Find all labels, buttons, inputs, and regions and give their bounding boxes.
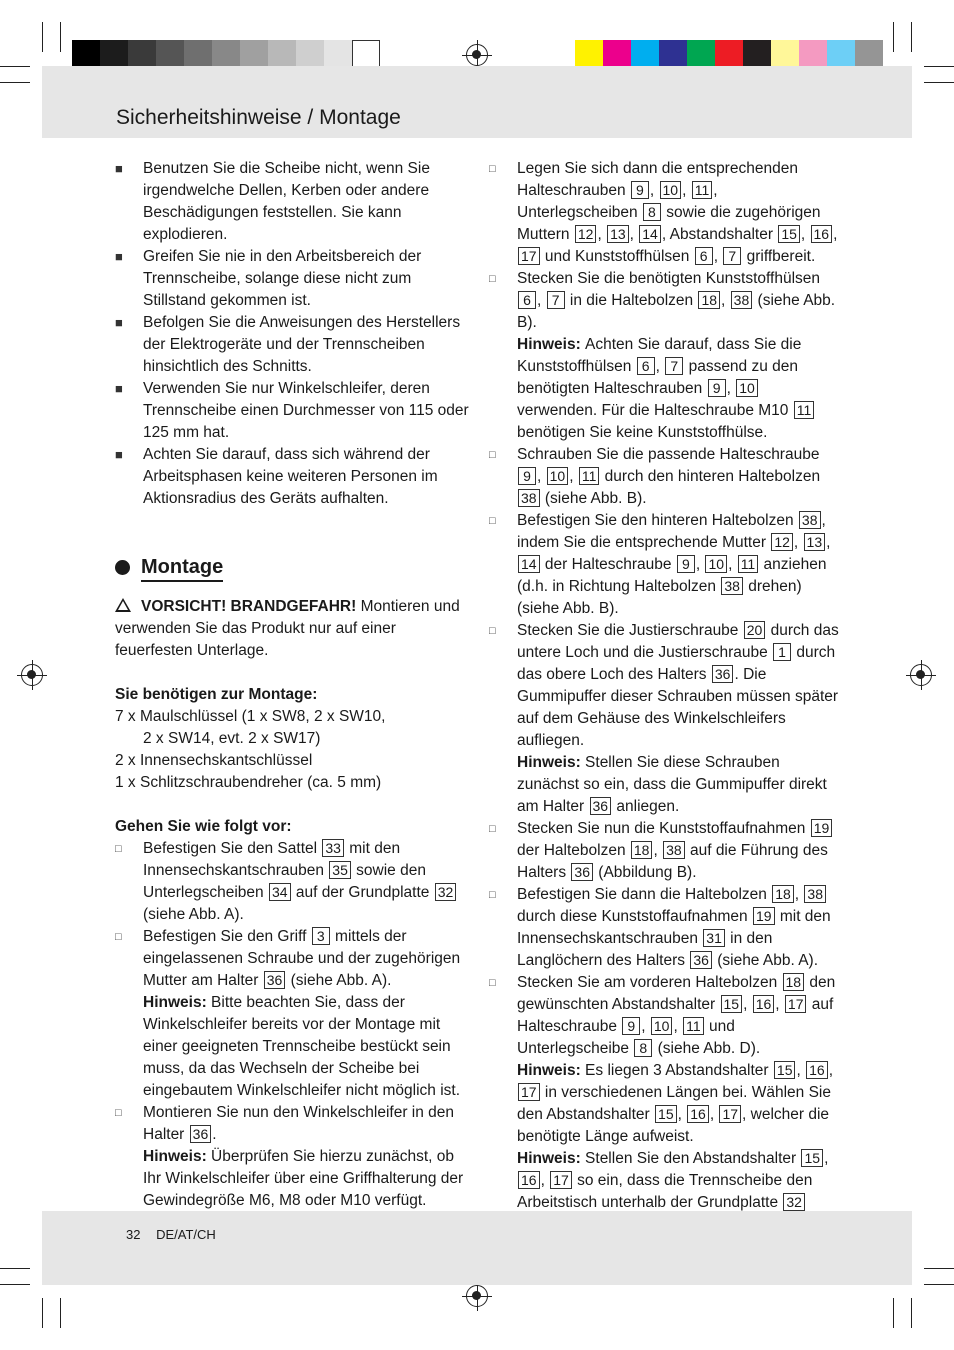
crop-mark bbox=[893, 22, 894, 52]
step-text: , bbox=[673, 1018, 683, 1035]
part-reference: 16 bbox=[811, 225, 833, 243]
checkbox-bullet-icon: □ bbox=[489, 977, 496, 989]
part-reference: 11 bbox=[683, 1017, 704, 1035]
step-text: den gewünschten Abstandshalter bbox=[517, 974, 836, 1013]
part-reference: 1 bbox=[773, 643, 791, 661]
step-item bbox=[489, 510, 841, 620]
part-reference: 7 bbox=[547, 291, 565, 309]
step-text: , bbox=[726, 380, 736, 397]
part-reference: 36 bbox=[590, 797, 612, 815]
step-text: , bbox=[775, 996, 784, 1013]
checkbox-bullet-icon: □ bbox=[115, 931, 122, 943]
part-reference: 13 bbox=[607, 225, 629, 243]
part-reference: 9 bbox=[708, 379, 726, 397]
step-text: auf die Führung des Halters bbox=[517, 842, 828, 881]
step-text: , bbox=[800, 226, 810, 243]
needs-item: 2 x SW14, evt. 2 x SW17) bbox=[143, 730, 321, 747]
step-text: verwenden. Für die Halteschraube M10 bbox=[517, 402, 793, 419]
part-reference: 36 bbox=[264, 971, 286, 989]
safety-text: Benutzen Sie die Scheibe nicht, wenn Sie irgendwelche Dellen, Kerben oder andere Beschädigungen feststellen. Sie kann explodieren. bbox=[143, 160, 430, 243]
locale-label: DE/AT/CH bbox=[156, 1227, 216, 1242]
step-text: in verschiedenen Längen bei. Wählen Sie den Abstandshalter bbox=[517, 1084, 831, 1123]
step-text: der Halteschraube bbox=[540, 556, 676, 573]
step-text: , bbox=[540, 1172, 550, 1189]
step-text: Befestigen Sie den Sattel bbox=[143, 840, 322, 857]
step-text: Befestigen Sie dann die Haltebolzen bbox=[517, 886, 772, 903]
crop-mark bbox=[0, 66, 30, 67]
step-text: und Unterlegscheibe bbox=[517, 1018, 735, 1057]
part-reference: 19 bbox=[811, 819, 833, 837]
crop-mark bbox=[924, 1284, 954, 1285]
crop-mark bbox=[0, 1284, 30, 1285]
part-reference: 9 bbox=[518, 467, 536, 485]
crop-mark bbox=[0, 82, 30, 83]
part-reference: 9 bbox=[622, 1017, 640, 1035]
part-reference: 10 bbox=[736, 379, 758, 397]
right-column bbox=[489, 158, 841, 1236]
square-bullet-icon: ■ bbox=[115, 315, 123, 330]
checkbox-bullet-icon: □ bbox=[489, 823, 496, 835]
step-item bbox=[489, 158, 841, 268]
part-reference: 38 bbox=[663, 841, 685, 859]
hint bbox=[517, 334, 841, 444]
step-text: drehen) (siehe Abb. B). bbox=[517, 578, 802, 617]
step-text: sowie die zugehörigen Muttern bbox=[517, 204, 821, 243]
step-text: (siehe Abb. A). bbox=[143, 906, 244, 923]
step-text: Stecken Sie die benötigten Kunststoffhülsen bbox=[517, 270, 821, 287]
step-text: , Unterlegscheiben bbox=[517, 182, 718, 221]
safety-item bbox=[115, 312, 470, 378]
part-reference: 16 bbox=[687, 1105, 709, 1123]
step-text: auf der Grundplatte bbox=[291, 884, 434, 901]
part-reference: 12 bbox=[771, 533, 793, 551]
part-reference: 35 bbox=[329, 861, 351, 879]
part-reference: 17 bbox=[785, 995, 807, 1013]
section-title-label: Montage bbox=[141, 556, 224, 578]
step-text: , bbox=[728, 556, 737, 573]
step-text: , bbox=[796, 1062, 806, 1079]
part-reference: 38 bbox=[799, 511, 821, 529]
part-reference: 16 bbox=[518, 1171, 540, 1189]
checkbox-bullet-icon: □ bbox=[489, 889, 496, 901]
step-text: Stecken Sie am vorderen Haltebolzen bbox=[517, 974, 782, 991]
step-text: . Die Gummipuffer dieser Schrauben müssen später auf dem Gehäuse des Winkelschleifers aufliegen. bbox=[517, 666, 839, 749]
step-text: Achten Sie darauf, dass Sie die Kunststoffhülsen bbox=[517, 336, 802, 375]
checkbox-bullet-icon: □ bbox=[115, 843, 122, 855]
square-bullet-icon: ■ bbox=[115, 447, 123, 462]
step-text: Schrauben Sie die passende Halteschraube bbox=[517, 446, 820, 463]
part-reference: 18 bbox=[631, 841, 653, 859]
step-text: so ein, dass die Trennscheibe den Arbeitstisch unterhalb der Grundplatte bbox=[517, 1172, 813, 1211]
page-number: 32 bbox=[126, 1227, 141, 1242]
square-bullet-icon: ■ bbox=[115, 249, 123, 264]
step-text: , bbox=[794, 886, 804, 903]
hint-label: Hinweis: bbox=[517, 1150, 586, 1167]
part-reference: 6 bbox=[637, 357, 655, 375]
step-item bbox=[489, 972, 841, 1236]
registration-mark-icon bbox=[466, 44, 488, 66]
step-text: Befestigen Sie den hinteren Haltebolzen bbox=[517, 512, 798, 529]
step-text: durch diese Kunststoffaufnahmen bbox=[517, 908, 752, 925]
checkbox-bullet-icon: □ bbox=[489, 273, 496, 285]
step-text: , bbox=[677, 1106, 687, 1123]
part-reference: 16 bbox=[806, 1061, 828, 1079]
part-reference: 32 bbox=[783, 1193, 805, 1211]
step-text: , bbox=[655, 358, 665, 375]
part-reference: 17 bbox=[518, 1083, 540, 1101]
step-text: , bbox=[569, 468, 578, 485]
crop-mark bbox=[911, 22, 912, 52]
part-reference: 18 bbox=[783, 973, 805, 991]
steps-list-left bbox=[115, 838, 470, 1212]
part-reference: 9 bbox=[631, 181, 649, 199]
safety-text: Greifen Sie nie in den Arbeitsbereich der Trennscheibe, solange diese nicht zum Stillstand gekommen ist. bbox=[143, 248, 422, 309]
part-reference: 38 bbox=[731, 291, 753, 309]
hint-label: Hinweis: bbox=[517, 754, 586, 771]
safety-text: Verwenden Sie nur Winkelschleifer, deren Trennscheibe einen Durchmesser von 115 oder 125 mm hat. bbox=[143, 380, 469, 441]
step-item bbox=[489, 268, 841, 444]
part-reference: 12 bbox=[575, 225, 597, 243]
part-reference: 10 bbox=[547, 467, 569, 485]
part-reference: 8 bbox=[634, 1039, 652, 1057]
checkbox-bullet-icon: □ bbox=[489, 163, 496, 175]
warning-label: VORSICHT! BRANDGEFAHR! bbox=[141, 598, 357, 615]
part-reference: 15 bbox=[721, 995, 743, 1013]
crop-mark bbox=[0, 1268, 30, 1269]
safety-text: Befolgen Sie die Anweisungen des Herstellers der Elektrogeräte und der Trennscheiben hinsichtlich des Schnitts. bbox=[143, 314, 461, 375]
checkbox-bullet-icon: □ bbox=[115, 1107, 122, 1119]
step-text: , bbox=[721, 292, 730, 309]
step-text: Stellen Sie den Abstandshalter bbox=[585, 1150, 801, 1167]
step-text: passend zu den benötigten Halteschrauben bbox=[517, 358, 799, 397]
step-text: , bbox=[793, 534, 803, 551]
step-text: Es liegen 3 Abstandshalter bbox=[585, 1062, 773, 1079]
crop-mark bbox=[42, 1298, 43, 1328]
step-text: sowie den Unterlegscheiben bbox=[143, 862, 426, 901]
part-reference: 15 bbox=[655, 1105, 677, 1123]
page-header bbox=[42, 66, 912, 138]
step-text: Stecken Sie nun die Kunststoffaufnahmen bbox=[517, 820, 810, 837]
part-reference: 10 bbox=[660, 181, 682, 199]
step-text: (Abbildung B). bbox=[593, 864, 697, 881]
part-reference: 10 bbox=[705, 555, 727, 573]
part-reference: 14 bbox=[639, 225, 661, 243]
steps-list-right bbox=[489, 158, 841, 1236]
part-reference: 7 bbox=[665, 357, 683, 375]
step-text: , bbox=[828, 1062, 833, 1079]
step-text: anliegen. bbox=[612, 798, 680, 815]
page-title: Sicherheitshinweise / Montage bbox=[116, 106, 401, 129]
step-item bbox=[489, 884, 841, 972]
step-text: , bbox=[653, 842, 663, 859]
square-bullet-icon: ■ bbox=[115, 161, 123, 176]
crop-mark bbox=[60, 1298, 61, 1328]
part-reference: 6 bbox=[695, 247, 713, 265]
part-reference: 13 bbox=[804, 533, 826, 551]
checkbox-bullet-icon: □ bbox=[489, 449, 496, 461]
step-text: , bbox=[597, 226, 607, 243]
part-reference: 38 bbox=[721, 577, 743, 595]
part-reference: 9 bbox=[677, 555, 695, 573]
step-text: Stecken Sie die Justierschraube bbox=[517, 622, 743, 639]
crop-mark bbox=[60, 22, 61, 52]
step-text: auf Halteschraube bbox=[517, 996, 834, 1035]
part-reference: 15 bbox=[778, 225, 800, 243]
hint bbox=[143, 992, 470, 1102]
part-reference: 15 bbox=[774, 1061, 796, 1079]
part-reference: 18 bbox=[698, 291, 720, 309]
part-reference: 38 bbox=[518, 489, 540, 507]
step-text: Befestigen Sie den Griff bbox=[143, 928, 311, 945]
step-text: durch das untere Loch und die Justierschraube bbox=[517, 622, 839, 661]
step-text: durch das obere Loch des Halters bbox=[517, 644, 836, 683]
part-reference: 8 bbox=[643, 203, 661, 221]
part-reference: 36 bbox=[190, 1125, 212, 1143]
step-item bbox=[115, 838, 470, 926]
part-reference: 6 bbox=[518, 291, 536, 309]
part-reference: 36 bbox=[712, 665, 734, 683]
safety-text: Achten Sie darauf, dass sich während der Arbeitsphasen keine weiteren Personen im Aktionsradius des Geräts aufhalten. bbox=[143, 446, 438, 507]
step-text: , bbox=[713, 248, 723, 265]
part-reference: 17 bbox=[719, 1105, 741, 1123]
step-text: Stellen Sie diese Schrauben zunächst so ein, dass die Gummipuffer direkt am Halter bbox=[517, 754, 827, 815]
step-text: , bbox=[743, 996, 752, 1013]
safety-item bbox=[115, 444, 470, 510]
warning-text: Montieren und verwenden Sie das Produkt nur auf einer feuerfesten Unterlage. bbox=[115, 598, 460, 659]
step-text: , bbox=[537, 292, 546, 309]
step-item bbox=[489, 818, 841, 884]
crop-mark bbox=[924, 82, 954, 83]
hint-label: Hinweis: bbox=[517, 336, 586, 353]
step-text: , Abstandshalter bbox=[661, 226, 778, 243]
step-text: griffbereit. bbox=[742, 248, 816, 265]
part-reference: 11 bbox=[692, 181, 713, 199]
step-text: durch den hinteren Haltebolzen bbox=[600, 468, 821, 485]
part-reference: 11 bbox=[579, 467, 600, 485]
crop-mark bbox=[42, 22, 43, 52]
part-reference: 17 bbox=[550, 1171, 572, 1189]
step-text: (siehe Abb. A). bbox=[286, 972, 392, 989]
part-reference: 7 bbox=[723, 247, 741, 265]
title-underline bbox=[141, 580, 223, 582]
part-reference: 18 bbox=[772, 885, 794, 903]
part-reference: 17 bbox=[518, 247, 540, 265]
safety-item bbox=[115, 378, 470, 444]
hint-label: Hinweis: bbox=[143, 1148, 212, 1165]
step-text: , bbox=[833, 226, 838, 243]
step-text: , bbox=[649, 182, 659, 199]
part-reference: 15 bbox=[801, 1149, 823, 1167]
step-item bbox=[115, 1102, 470, 1212]
fire-warning bbox=[115, 596, 470, 662]
step-text: mit den Innensechskantschrauben bbox=[143, 840, 401, 879]
step-text: , welcher die benötigte Länge aufweist. bbox=[517, 1106, 830, 1145]
registration-mark-icon bbox=[466, 1285, 488, 1307]
needs-title: Sie benötigen zur Montage: bbox=[115, 686, 318, 703]
step-text: , bbox=[826, 534, 831, 551]
step-text: (siehe Abb. D). bbox=[653, 1040, 761, 1057]
hint-label: Hinweis: bbox=[143, 994, 212, 1011]
step-text: . bbox=[212, 1126, 217, 1143]
part-reference: 3 bbox=[312, 927, 330, 945]
step-text: , indem Sie die entsprechende Mutter bbox=[517, 512, 826, 551]
step-text: , bbox=[824, 1150, 829, 1167]
hint bbox=[143, 1146, 470, 1212]
needs-item: 7 x Maulschlüssel (1 x SW8, 2 x SW10, bbox=[115, 708, 386, 725]
step-item bbox=[489, 444, 841, 510]
part-reference: 10 bbox=[651, 1017, 673, 1035]
warning-triangle-icon bbox=[115, 598, 131, 612]
part-reference: 36 bbox=[571, 863, 593, 881]
part-reference: 11 bbox=[794, 401, 815, 419]
checkbox-bullet-icon: □ bbox=[489, 625, 496, 637]
steps-title: Gehen Sie wie folgt vor: bbox=[115, 818, 292, 835]
part-reference: 36 bbox=[690, 951, 712, 969]
step-text: anziehen (d.h. in Richtung Haltebolzen bbox=[517, 556, 827, 595]
registration-mark-icon bbox=[21, 664, 43, 686]
crop-mark bbox=[924, 66, 954, 67]
step-text: (siehe Abb. B). bbox=[540, 490, 647, 507]
checkbox-bullet-icon: □ bbox=[489, 515, 496, 527]
left-column bbox=[115, 158, 470, 1212]
step-text: mittels der eingelassenen Schraube und der zugehörigen Mutter am Halter bbox=[143, 928, 461, 989]
part-reference: 38 bbox=[804, 885, 826, 903]
needs-item: 2 x Innensechskantschlüssel bbox=[115, 752, 313, 769]
step-text: , bbox=[537, 468, 546, 485]
safety-item bbox=[115, 158, 470, 246]
hint bbox=[517, 1060, 841, 1148]
step-text: Montieren Sie nun den Winkelschleifer in den Halter bbox=[143, 1104, 455, 1143]
bullet-dot-icon bbox=[115, 560, 130, 575]
step-text: , bbox=[695, 556, 705, 573]
step-text: (siehe Abb. A). bbox=[712, 952, 819, 969]
step-text: und Kunststoffhülsen bbox=[540, 248, 694, 265]
crop-mark bbox=[893, 1298, 894, 1328]
safety-item bbox=[115, 246, 470, 312]
part-reference: 16 bbox=[753, 995, 775, 1013]
part-reference: 33 bbox=[322, 839, 344, 857]
hint-text: Bitte beachten Sie, dass der Winkelschleifer bereits vor der Montage mit einer geeigneten Trennscheibe bestückt sein muss, da das Wechseln der Scheibe bei eingebautem Winkelschleifer nicht möglich ist. bbox=[143, 994, 461, 1099]
page-footer bbox=[42, 1211, 912, 1285]
safety-list bbox=[115, 158, 470, 510]
part-reference: 11 bbox=[738, 555, 759, 573]
step-text: (siehe Abb. B). bbox=[517, 292, 836, 331]
step-text: in den Langlöchern des Halters bbox=[517, 930, 773, 969]
step-text: der Haltebolzen bbox=[517, 842, 630, 859]
step-text: , bbox=[682, 182, 691, 199]
part-reference: 19 bbox=[753, 907, 775, 925]
part-reference: 31 bbox=[703, 929, 725, 947]
step-text: , bbox=[641, 1018, 650, 1035]
square-bullet-icon: ■ bbox=[115, 381, 123, 396]
step-text: mit den Innensechskantschrauben bbox=[517, 908, 831, 947]
part-reference: 14 bbox=[518, 555, 540, 573]
step-item bbox=[115, 926, 470, 1102]
hint bbox=[517, 752, 841, 818]
part-reference: 32 bbox=[435, 883, 457, 901]
step-item bbox=[489, 620, 841, 818]
section-title bbox=[115, 554, 223, 580]
needs-item: 1 x Schlitzschraubendreher (ca. 5 mm) bbox=[115, 774, 382, 791]
hint-label: Hinweis: bbox=[517, 1062, 586, 1079]
part-reference: 20 bbox=[744, 621, 766, 639]
crop-mark bbox=[911, 1298, 912, 1328]
step-text: in die Haltebolzen bbox=[565, 292, 698, 309]
hint-text: Überprüfen Sie hierzu zunächst, ob Ihr Winkelschleifer über eine Griffhalterung der Gewindegröße M6, M8 oder M10 verfügt. bbox=[143, 1148, 464, 1209]
step-text: , bbox=[629, 226, 639, 243]
part-reference: 34 bbox=[269, 883, 291, 901]
crop-mark bbox=[924, 1268, 954, 1269]
step-text: Legen Sie sich dann die entsprechenden Halteschrauben bbox=[517, 160, 798, 199]
step-text: benötigen Sie keine Kunststoffhülse. bbox=[517, 424, 768, 441]
registration-mark-icon bbox=[910, 664, 932, 686]
step-text: , bbox=[709, 1106, 719, 1123]
